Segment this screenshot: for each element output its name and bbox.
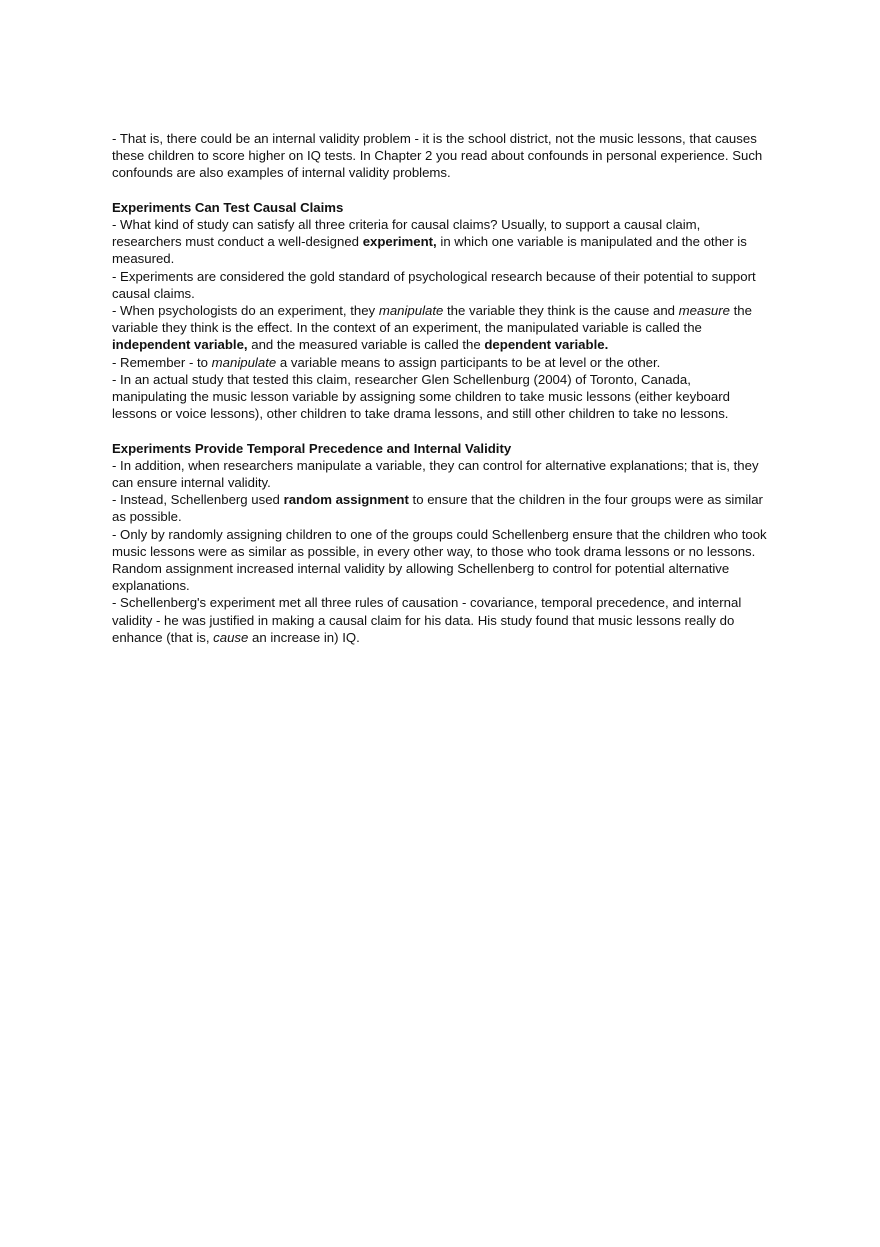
term-independent-variable: independent variable, [112, 337, 248, 353]
paragraph-control-alternatives: - In addition, when researchers manipulate a variable, they can control for alternative explanations; that is, they can ensure internal validity. [112, 457, 759, 491]
term-dependent-variable: dependent variable. [484, 337, 609, 353]
term-cause: cause [213, 629, 249, 645]
term-random-assignment: random assignment [283, 492, 409, 508]
paragraph-gap [112, 182, 768, 199]
paragraph-gold-standard: - Experiments are considered the gold standard of psychological research because of their potential to support causal claims. [112, 268, 756, 301]
term-manipulate-2: manipulate [211, 354, 277, 370]
paragraph-randomly-assigning: - Only by randomly assigning children to one of the groups could Schellenberg ensure that the children who took music lessons were as similar as possible, in every other way, to those who took drama lessons or no lessons. Random assignment increased internal validity by allowing Schellenberg to control for potential alternative explanations. [112, 526, 767, 594]
term-measure: measure [678, 303, 730, 319]
section-heading-causal-claims: Experiments Can Test Causal Claims [112, 199, 344, 215]
paragraph-gap [112, 422, 768, 439]
section-heading-temporal-precedence: Experiments Provide Temporal Precedence and Internal Validity [112, 440, 512, 456]
paragraph-experiment-definition: - What kind of study can satisfy all three criteria for causal claims? Usually, to support a causal claim, researchers must conduct a well-designed experiment, in which one variable is manipulated and the other is measured. [112, 217, 747, 267]
document-page [112, 130, 768, 646]
paragraph-three-rules: - Schellenberg's experiment met all three rules of causation - covariance, temporal precedence, and internal validity - he was justified in making a causal claim for his data. His study found that music lessons really do enhance (that is, cause an increase in) IQ. [112, 595, 742, 645]
intro-paragraph [112, 130, 768, 182]
paragraph-random-assignment: - Instead, Schellenberg used random assignment to ensure that the children in the four groups were as similar as possible. [112, 492, 763, 525]
paragraph-manipulate-measure: - When psychologists do an experiment, they manipulate the variable they think is the cause and measure the variable they think is the effect. In the context of an experiment, the manipulated variable is called the independent variable, and the measured variable is called the dependent variable. [112, 303, 752, 353]
intro-text: - That is, there could be an internal validity problem - it is the school district, not the music lessons, that causes these children to score higher on IQ tests. In Chapter 2 you read about confounds in personal experience. Such confounds are also examples of internal validity problems. [112, 131, 763, 181]
term-manipulate: manipulate [378, 303, 444, 319]
paragraph-schellenburg-study: - In an actual study that tested this claim, researcher Glen Schellenburg (2004) of Toronto, Canada, manipulating the music lesson variable by assigning some children to take music lessons (either keyboard lessons or voice lessons), other children to take drama lessons, and still other children to take no lessons. [112, 371, 730, 422]
term-experiment: experiment, [362, 234, 437, 250]
paragraph-remember-manipulate: - Remember - to manipulate a variable means to assign participants to be at level or the other. [112, 354, 661, 370]
